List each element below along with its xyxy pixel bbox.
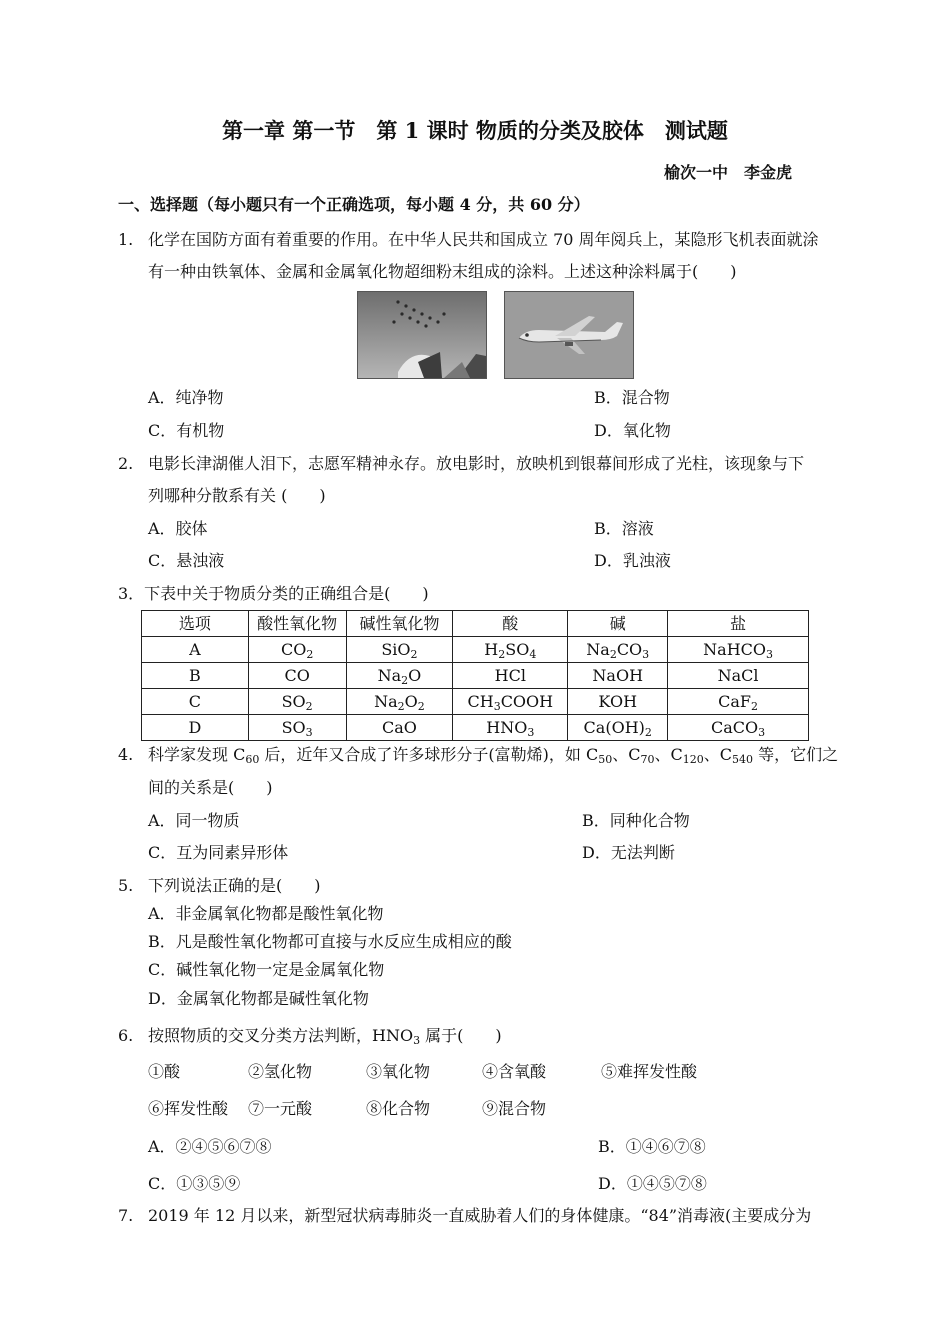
table-cell: SiO$_2$ (346, 637, 453, 663)
q1-number: 1. (118, 230, 134, 249)
q2-line2: 列哪种分散系有关 ( ) (148, 486, 326, 505)
q2-option-d: D．乳浊液 (594, 551, 671, 570)
table-cell: C (142, 689, 249, 715)
q5-option-c: C．碱性氧化物一定是金属氧化物 (148, 960, 385, 979)
q2-option-c: C．悬浊液 (148, 551, 225, 570)
table-cell: KOH (568, 689, 668, 715)
table-cell: NaCl (668, 663, 809, 689)
q6-item-9: ⑨混合物 (482, 1099, 547, 1118)
table-cell: $CO_2$ (248, 637, 346, 663)
q7-number: 7. (118, 1206, 134, 1225)
q6-item-6: ⑥挥发性酸 (148, 1099, 229, 1118)
q1-option-a: A．纯净物 (148, 388, 224, 407)
q1-line2: 有一种由铁氧体、金属和金属氧化物超细粉末组成的涂料。上述这种涂料属于( ) (148, 262, 737, 281)
table-cell: HCl (453, 663, 568, 689)
q2-option-a: A．胶体 (148, 519, 208, 538)
q1-option-d: D．氧化物 (594, 421, 671, 440)
header-cell: 酸性氧化物 (248, 611, 346, 637)
q6-option-b: B．①④⑥⑦⑧ (598, 1137, 706, 1156)
q6-item-8: ⑧化合物 (366, 1099, 431, 1118)
q6-item-2: ②氢化物 (248, 1062, 313, 1081)
header-cell: 选项 (142, 611, 249, 637)
q5-stem: 下列说法正确的是( ) (148, 876, 321, 895)
table-cell: D (142, 715, 249, 741)
table-row (142, 637, 809, 663)
q2-line1: 电影长津湖催人泪下，志愿军精神永存。放电影时，放映机到银幕间形成了光柱，该现象与下 (148, 454, 805, 473)
q1-option-b: B．混合物 (594, 388, 670, 407)
table-row (142, 689, 809, 715)
classification-table (141, 610, 809, 741)
table-cell: $Na_2O$ (346, 663, 453, 689)
table-cell: $HNO_3$ (453, 715, 568, 741)
q7-line1: 2019 年 12 月以来，新型冠状病毒肺炎一直威胁着人们的身体健康。“84”消毒液(主要成分为 (148, 1206, 812, 1225)
q6-number: 6. (118, 1026, 134, 1045)
q6-item-7: ⑦一元酸 (248, 1099, 313, 1118)
table-cell: $CH_3COOH$ (453, 689, 568, 715)
table-row (142, 663, 809, 689)
header-cell: 碱性氧化物 (346, 611, 453, 637)
page-title: 第一章 第一节 第 1 课时 物质的分类及胶体 测试题 (222, 118, 728, 143)
q4-number: 4. (118, 745, 134, 764)
q2-option-b: B．溶液 (594, 519, 654, 538)
table-cell: CaF$_2$ (668, 689, 809, 715)
table-cell: $SO_2$ (248, 689, 346, 715)
table-cell: NaOH (568, 663, 668, 689)
table-cell: CaCO$_3$ (668, 715, 809, 741)
q4-line2: 间的关系是( ) (148, 778, 273, 797)
section-heading: 一、选择题（每小题只有一个正确选项，每小题 4 分，共 60 分） (118, 195, 590, 214)
q5-option-a: A．非金属氧化物都是酸性氧化物 (148, 904, 384, 923)
author: 榆次一中 李金虎 (664, 163, 793, 182)
table-cell: $SO_3$ (248, 715, 346, 741)
q6-option-d: D．①④⑤⑦⑧ (598, 1174, 707, 1193)
table-cell: B (142, 663, 249, 689)
header-cell: 碱 (568, 611, 668, 637)
aircraft-photo (504, 291, 634, 379)
q6-stem: 按照物质的交叉分类方法判断，$HNO_3$ 属于( ) (148, 1026, 502, 1047)
q4-option-a: A．同一物质 (148, 811, 240, 830)
q1-line1: 化学在国防方面有着重要的作用。在中华人民共和国成立 70 周年阅兵上，某隐形飞机表面就涂 (148, 230, 819, 249)
q1-option-c: C．有机物 (148, 421, 225, 440)
q4-option-b: B．同种化合物 (582, 811, 690, 830)
table-cell: $Ca(OH)_2$ (568, 715, 668, 741)
table-cell: A (142, 637, 249, 663)
q4-option-d: D．无法判断 (582, 843, 675, 862)
table-cell: NaHCO$_3$ (668, 637, 809, 663)
table-cell: $H_2SO_4$ (453, 637, 568, 663)
q4-option-c: C．互为同素异形体 (148, 843, 289, 862)
q4-line1: 科学家发现 $C_{60}$ 后，近年又合成了许多球形分子(富勒烯)，如 $C_{50}$、$C_{70}$、$C_{120}$、$C_{540}$ 等，它们之 (148, 745, 839, 766)
table-cell: $Na_2CO_3$ (568, 637, 668, 663)
header-cell: 酸 (453, 611, 568, 637)
table-cell: CO (248, 663, 346, 689)
q5-option-d: D．金属氧化物都是碱性氧化物 (148, 989, 369, 1008)
table-row (142, 715, 809, 741)
table-header-row (142, 611, 809, 637)
q6-option-a: A．②④⑤⑥⑦⑧ (148, 1137, 272, 1156)
q6-item-1: ①酸 (148, 1062, 181, 1081)
parade-photo (357, 291, 487, 379)
q5-option-b: B．凡是酸性氧化物都可直接与水反应生成相应的酸 (148, 932, 512, 951)
table-cell: CaO (346, 715, 453, 741)
q2-number: 2. (118, 454, 134, 473)
q5-number: 5. (118, 876, 134, 895)
q3-stem: 3．下表中关于物质分类的正确组合是( ) (118, 584, 429, 603)
q6-item-4: ④含氧酸 (482, 1062, 547, 1081)
q6-item-3: ③氧化物 (366, 1062, 431, 1081)
q6-item-5: ⑤难挥发性酸 (601, 1062, 698, 1081)
header-cell: 盐 (668, 611, 809, 637)
table-cell: $Na_2O_2$ (346, 689, 453, 715)
q6-option-c: C．①③⑤⑨ (148, 1174, 241, 1193)
